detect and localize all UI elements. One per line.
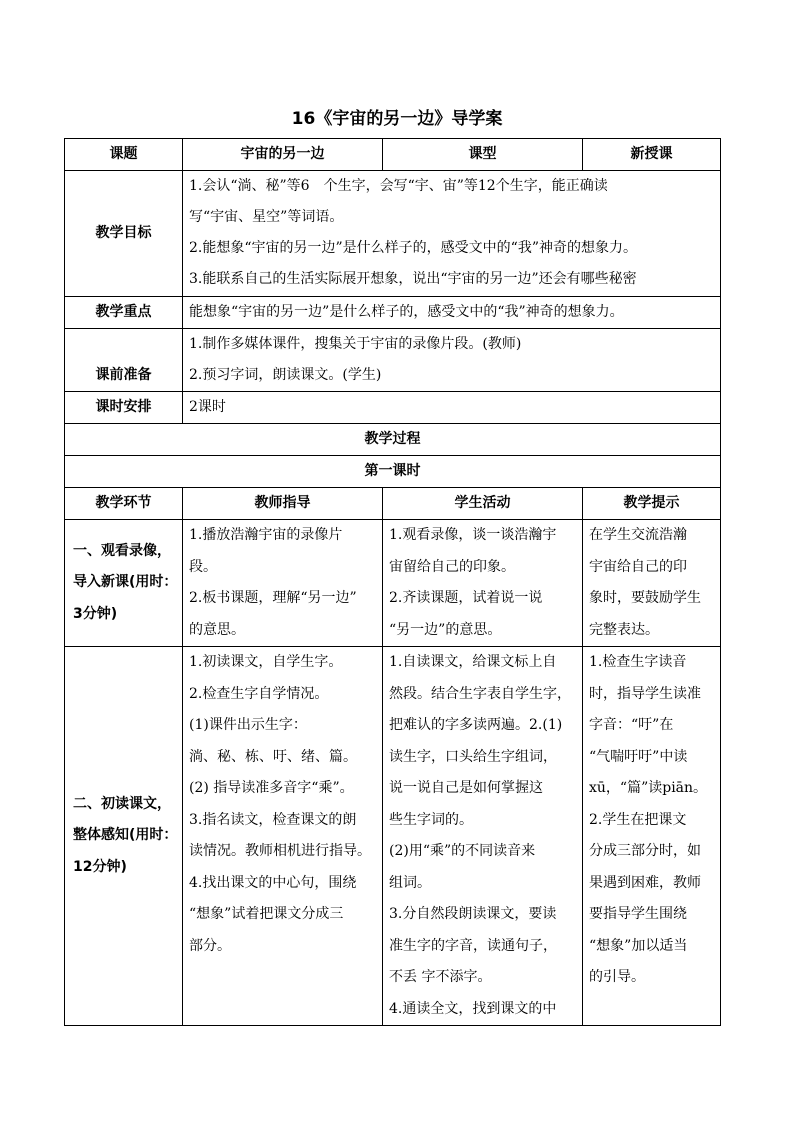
column-header: 教学提示	[583, 488, 721, 520]
cell-line: 4.通读全文，找到课文的中	[389, 1000, 557, 1017]
stage-cell	[65, 647, 183, 1026]
cell-line: 然段。结合生字表自学生字，	[389, 685, 571, 702]
process-title: 教学过程	[65, 424, 721, 456]
cell-line: 宇宙给自己的印	[589, 558, 687, 575]
stage-line: 12分钟)	[73, 858, 127, 875]
cell-line: “想象”试着把课文分成三	[189, 906, 344, 922]
lesson-plan-table	[64, 138, 721, 1026]
prep-line: 1.制作多媒体课件，搜集关于宇宙的录像片段。(教师)	[189, 336, 522, 352]
header-cell: 课题	[65, 139, 183, 171]
prep-content	[183, 329, 721, 392]
cell-line: 1.观看录像，谈一谈浩瀚宇	[389, 527, 557, 543]
goal-line: 2.能想象“宇宙的另一边”是什么样子的，感受文中的“我”神奇的想象力。	[189, 240, 637, 256]
focus-content: 能想象“宇宙的另一边”是什么样子的，感受文中的“我”神奇的想象力。	[183, 297, 721, 329]
cell-line: “气喘吁吁”中读	[589, 748, 688, 765]
cell-line: 4.找出课文的中心句，围绕	[189, 874, 357, 891]
lesson-title: 第一课时	[65, 456, 721, 488]
cell-line: 读情况。教师相机进行指导。	[189, 843, 371, 859]
table-row	[65, 520, 721, 647]
cell-line: 象时，要鼓励学生	[589, 590, 701, 606]
cell-line: 部分。	[189, 937, 231, 954]
lesson-title-row	[65, 456, 721, 488]
process-title-row	[65, 424, 721, 456]
cell-line: 组词。	[389, 874, 431, 891]
student-cell	[383, 520, 583, 647]
teacher-cell	[183, 647, 383, 1026]
cell-line: 完整表达。	[589, 621, 659, 638]
stage-line: 二、初读课文，	[73, 795, 171, 812]
cell-line: 在学生交流浩瀚	[589, 527, 687, 543]
cell-line: xū，“篇”读piān。	[589, 780, 708, 796]
stage-line: 导入新课(用时：	[73, 574, 178, 591]
cell-line: “想象”加以适当	[589, 937, 688, 954]
row-label: 课前准备	[65, 329, 183, 392]
stage-cell	[65, 520, 183, 647]
cell-line: 淌、秘、栋、吁、绪、篇。	[189, 748, 357, 765]
column-header: 学生活动	[383, 488, 583, 520]
cell-line: 字音：“吁”在	[589, 717, 674, 733]
cell-line: 分成三部分时，如	[589, 843, 701, 859]
goals-row	[65, 171, 721, 297]
cell-line: 3.分自然段朗读课文，要读	[389, 906, 557, 922]
cell-line: 读生字，口头给生字组词，	[389, 748, 557, 765]
cell-line: “另一边”的意思。	[389, 621, 502, 638]
cell-line: 1.播放浩瀚宇宙的录像片	[189, 527, 343, 543]
cell-line: 1.初读课文，自学生字。	[189, 654, 343, 670]
cell-line: 3.指名读文，检查课文的朗	[189, 811, 357, 828]
prep-row	[65, 329, 721, 392]
header-row	[65, 139, 721, 171]
goals-content	[183, 171, 721, 297]
stage-line: 3分钟)	[73, 605, 118, 622]
goal-line: 写“宇宙、星空”等词语。	[189, 209, 344, 225]
cell-line: (2) 指导读准多音字“乘”。	[189, 780, 354, 796]
cell-line: 段。	[189, 558, 217, 575]
cell-line: 2.学生在把课文	[589, 811, 687, 828]
cell-line: 1.检查生字读音	[589, 654, 687, 670]
prep-line: 2.预习字词，朗读课文。(学生)	[189, 367, 382, 383]
teacher-cell	[183, 520, 383, 647]
cell-line: 把难认的字多读两遍。2.(1)	[389, 717, 563, 733]
table-row	[65, 647, 721, 1026]
cell-line: 果遇到困难，教师	[589, 874, 701, 891]
cell-line: (2)用“乘”的不同读音来	[389, 843, 536, 859]
schedule-row	[65, 392, 721, 424]
cell-line: 说一说自己是如何掌握这	[389, 780, 543, 796]
stage-line: 整体感知(用时：	[73, 827, 178, 844]
cell-line: 时，指导学生读准	[589, 685, 701, 702]
goal-line: 1.会认“淌、秘”等6 个生字，会写“宇、宙”等12个生字，能正确读	[189, 178, 608, 194]
row-label: 教学重点	[65, 297, 183, 329]
header-cell: 新授课	[583, 139, 721, 171]
stage-line: 一、观看录像，	[73, 542, 171, 559]
tips-cell	[583, 647, 721, 1026]
cell-line: 要指导学生围绕	[589, 906, 687, 922]
row-label: 教学目标	[65, 171, 183, 297]
row-label: 课时安排	[65, 392, 183, 424]
focus-row	[65, 297, 721, 329]
cell-line: 2.检查生字自学情况。	[189, 685, 329, 702]
schedule-content: 2课时	[183, 392, 721, 424]
header-cell: 课型	[383, 139, 583, 171]
tips-cell	[583, 520, 721, 647]
cell-line: 的意思。	[189, 621, 245, 638]
cell-line: 1.自读课文，给课文标上自	[389, 654, 557, 670]
cell-line: 的引导。	[589, 969, 645, 985]
cell-line: 宙留给自己的印象。	[389, 558, 515, 575]
cell-line: 2.齐读课题，试着说一说	[389, 590, 543, 606]
cell-line: 不丢 字不添字。	[389, 969, 492, 985]
cell-line: 准生字的字音，读通句子，	[389, 937, 557, 954]
student-cell	[383, 647, 583, 1026]
column-header: 教师指导	[183, 488, 383, 520]
cell-line: 2.板书课题，理解“另一边”	[189, 590, 357, 606]
column-header: 教学环节	[65, 488, 183, 520]
cell-line: 些生字词的。	[389, 811, 473, 828]
goal-line: 3.能联系自己的生活实际展开想象，说出“宇宙的另一边”还会有哪些秘密	[189, 271, 637, 287]
column-header-row	[65, 488, 721, 520]
page-title: 16《宇宙的另一边》导学案	[291, 109, 503, 129]
cell-line: (1)课件出示生字：	[189, 717, 307, 733]
header-cell: 宇宙的另一边	[183, 139, 383, 171]
